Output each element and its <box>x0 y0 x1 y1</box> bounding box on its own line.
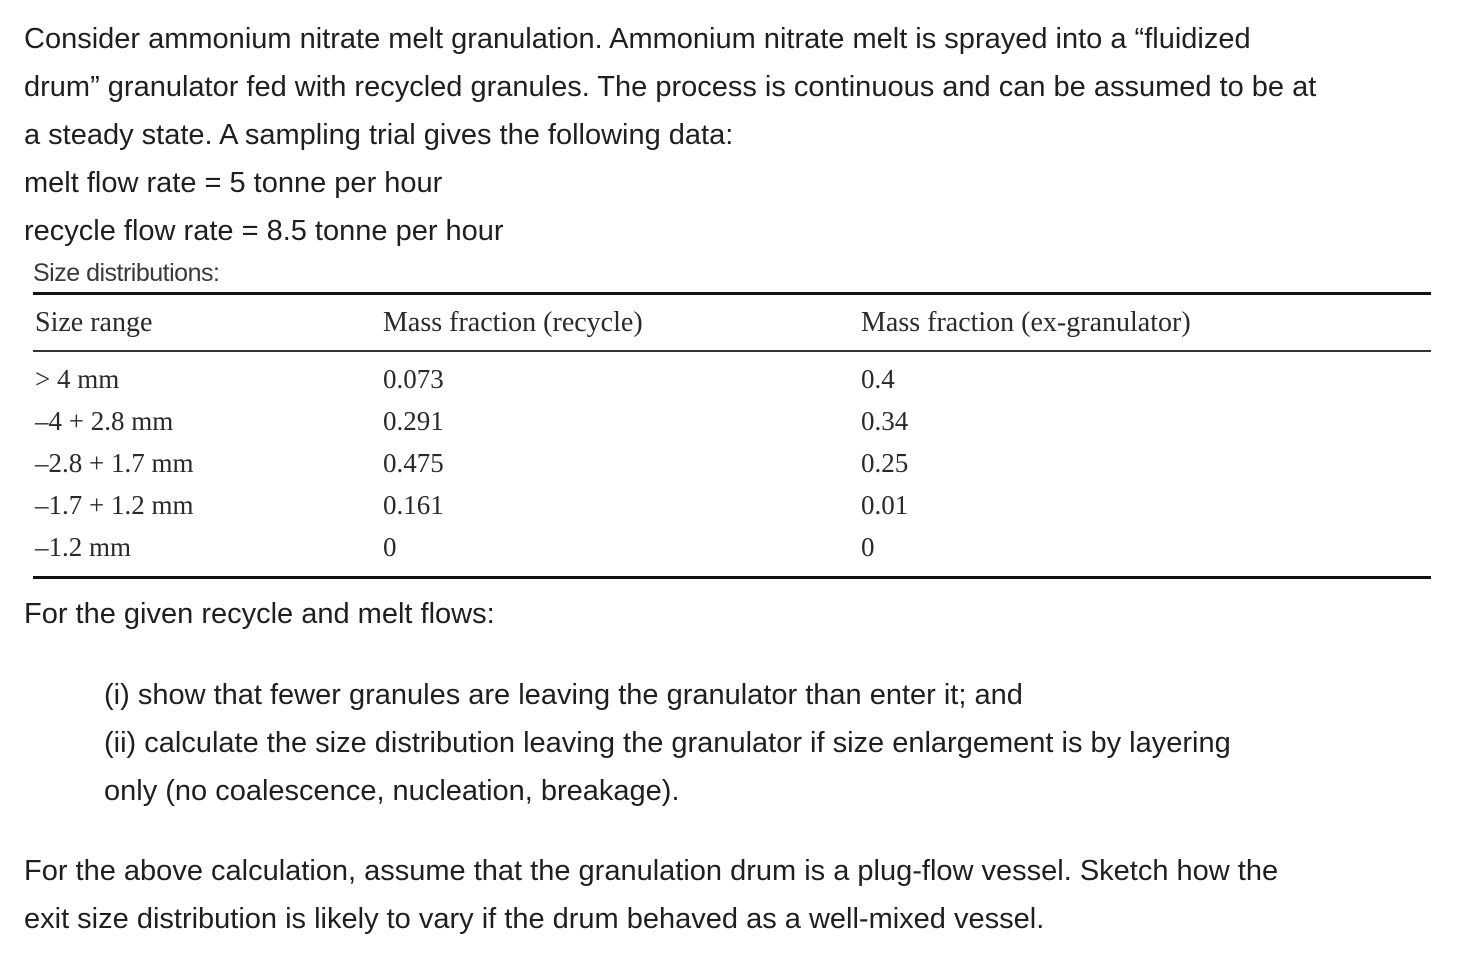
size-distribution-table <box>33 256 1431 579</box>
size-range-cell: > 4 mm <box>35 363 120 394</box>
intro-line: a steady state. A sampling trial gives the following data: <box>24 119 734 151</box>
column-header-size-range: Size range <box>35 306 153 338</box>
question-intro: For the given recycle and melt flows: <box>24 598 495 630</box>
table-row <box>33 352 1431 400</box>
outro-line: exit size distribution is likely to vary if the drum behaved as a well-mixed vessel. <box>24 903 1045 935</box>
recycle-fraction-cell: 0.475 <box>383 447 444 478</box>
table-row <box>33 442 1431 484</box>
data-table <box>33 295 1431 574</box>
problem-statement <box>24 15 1464 255</box>
table-bottom-rule <box>33 576 1431 579</box>
question-parts <box>104 671 1444 815</box>
size-range-cell: –1.7 + 1.2 mm <box>35 489 194 520</box>
column-header-ex-granulator: Mass fraction (ex-granulator) <box>861 306 1191 338</box>
table-caption: Size distributions: <box>33 259 220 287</box>
ex-granulator-fraction-cell: 0.25 <box>861 447 909 478</box>
recycle-fraction-cell: 0.291 <box>383 405 444 436</box>
question-part-i: (i) show that fewer granules are leaving the granulator than enter it; and <box>104 679 1023 711</box>
recycle-fraction-cell: 0.073 <box>383 363 444 394</box>
recycle-fraction-cell: 0.161 <box>383 489 444 520</box>
recycle-fraction-cell: 0 <box>383 531 397 562</box>
follow-up-question <box>24 847 1278 943</box>
ex-granulator-fraction-cell: 0.4 <box>861 363 895 394</box>
question-part-ii: (ii) calculate the size distribution leaving the granulator if size enlargement is by layering <box>104 727 1231 759</box>
table-row <box>33 400 1431 442</box>
table-row <box>33 484 1431 526</box>
table-header-row <box>33 295 1431 350</box>
ex-granulator-fraction-cell: 0.34 <box>861 405 909 436</box>
column-header-recycle: Mass fraction (recycle) <box>383 306 643 338</box>
size-range-cell: –2.8 + 1.7 mm <box>35 447 194 478</box>
intro-line: Consider ammonium nitrate melt granulation. Ammonium nitrate melt is sprayed into a “fluidized <box>24 23 1251 55</box>
intro-line: drum” granulator fed with recycled granules. The process is continuous and can be assumed to be at <box>24 71 1317 103</box>
question-part-ii-continued: only (no coalescence, nucleation, breakage). <box>104 775 680 807</box>
size-range-cell: –1.2 mm <box>35 531 132 562</box>
size-range-cell: –4 + 2.8 mm <box>35 405 174 436</box>
recycle-flow-rate: recycle flow rate = 8.5 tonne per hour <box>24 215 504 247</box>
outro-line: For the above calculation, assume that the granulation drum is a plug-flow vessel. Sketch how the <box>24 855 1279 887</box>
ex-granulator-fraction-cell: 0 <box>861 531 875 562</box>
ex-granulator-fraction-cell: 0.01 <box>861 489 909 520</box>
melt-flow-rate: melt flow rate = 5 tonne per hour <box>24 167 443 199</box>
table-row <box>33 526 1431 574</box>
